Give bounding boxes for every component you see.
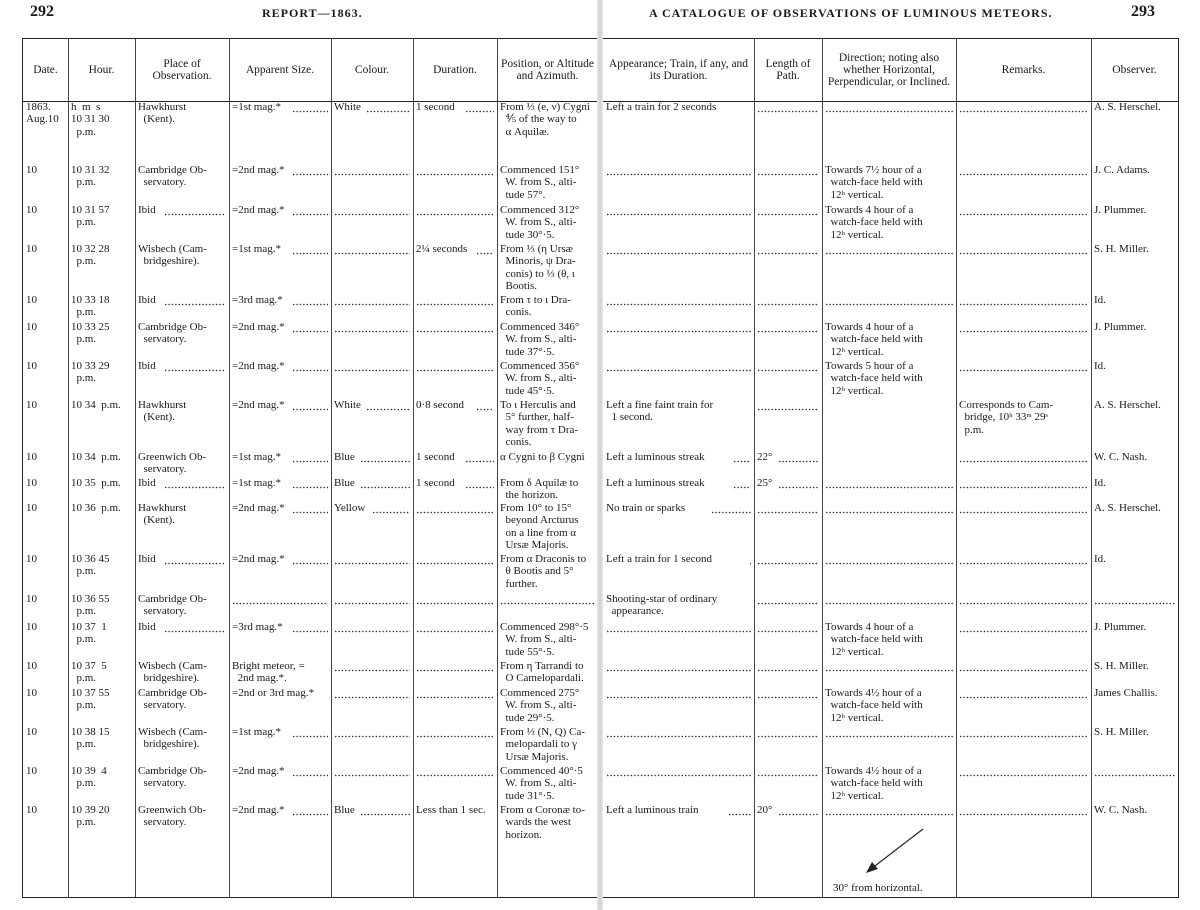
cell-duration: 1 second	[416, 477, 455, 489]
leader-dots	[778, 804, 819, 816]
cell-hour: 10 31 32 p.m.	[71, 164, 110, 189]
left-page	[0, 0, 597, 910]
column-rule	[229, 39, 230, 897]
leader-dots	[334, 164, 410, 176]
cell-position: From η Tarrandi to O Camelopardali.	[500, 660, 584, 685]
cell-hour: 10 36 45 p.m.	[71, 553, 110, 578]
leader-dots	[416, 294, 494, 306]
leader-dots	[825, 804, 953, 816]
leader-dots	[334, 321, 410, 333]
leader-dots	[366, 399, 410, 411]
cell-appearance: Left a luminous streak	[606, 451, 705, 463]
leader-dots	[292, 621, 328, 633]
leader-dots	[292, 399, 328, 411]
cell-duration: 0·8 second	[416, 399, 464, 411]
leader-dots	[959, 321, 1088, 333]
column-rule	[754, 39, 755, 897]
cell-observer: Id.	[1094, 360, 1106, 372]
cell-hour: 10 33 25 p.m.	[71, 321, 110, 346]
cell-observer: J. Plummer.	[1094, 621, 1147, 633]
cell-observer: Id.	[1094, 553, 1106, 565]
cell-position: Commenced 356° W. from S., alti- tude 45°·5.	[500, 360, 580, 397]
leader-dots	[292, 360, 328, 372]
leader-dots	[733, 451, 751, 463]
leader-dots	[164, 294, 226, 306]
leader-dots	[366, 101, 410, 113]
leader-dots	[959, 101, 1088, 113]
leader-dots	[959, 553, 1088, 565]
cell-length: 25°	[757, 477, 773, 489]
cell-colour: Yellow	[334, 502, 366, 514]
cell-place: Greenwich Ob- servatory.	[138, 804, 207, 829]
cell-direction: Towards 4 hour of a watch-face held with 12ʰ vertical.	[825, 204, 923, 241]
leader-dots	[757, 660, 819, 672]
cell-size: =2nd mag.*	[232, 164, 285, 176]
leader-dots	[959, 451, 1088, 463]
leader-dots	[825, 294, 953, 306]
leader-dots	[1094, 593, 1175, 605]
leader-dots	[416, 321, 494, 333]
leader-dots	[959, 204, 1088, 216]
cell-place: Wisbech (Cam- bridgeshire).	[138, 726, 207, 751]
cell-place: Cambridge Ob- servatory.	[138, 321, 207, 346]
cell-hour: h m s 10 31 30 p.m.	[71, 101, 110, 138]
leader-dots	[334, 553, 410, 565]
cell-size: =2nd mag.*	[232, 360, 285, 372]
leader-dots	[606, 621, 751, 633]
leader-dots	[825, 101, 953, 113]
cell-hour: 10 32 28 p.m.	[71, 243, 110, 268]
cell-duration: Less than 1 sec.	[416, 804, 486, 816]
leader-dots	[292, 765, 328, 777]
column-header-place: Place of Observation.	[152, 58, 212, 82]
column-header-duration: Duration.	[433, 64, 477, 76]
leader-dots	[1094, 765, 1175, 777]
cell-observer: J. C. Adams.	[1094, 164, 1150, 176]
cell-date: 10	[26, 553, 37, 565]
leader-dots	[606, 164, 751, 176]
cell-appearance: No train or sparks	[606, 502, 686, 514]
leader-dots	[757, 101, 819, 113]
cell-appearance: Left a fine faint train for 1 second.	[606, 399, 714, 424]
cell-observer: S. H. Miller.	[1094, 726, 1149, 738]
cell-position: From 10° to 15° beyond Arcturus on a line from α Ursæ Majoris.	[500, 502, 579, 552]
leader-dots	[372, 502, 410, 514]
leader-dots	[416, 621, 494, 633]
column-header-position: Position, or Altitude and Azimuth.	[501, 58, 594, 82]
leader-dots	[465, 101, 494, 113]
cell-observer: Id.	[1094, 477, 1106, 489]
cell-place: Greenwich Ob- servatory.	[138, 451, 207, 476]
leader-dots	[416, 687, 494, 699]
leader-dots	[606, 726, 751, 738]
leader-dots	[959, 243, 1088, 255]
cell-date: 10	[26, 294, 37, 306]
leader-dots	[757, 593, 819, 605]
leader-dots	[757, 621, 819, 633]
leader-dots	[164, 360, 226, 372]
cell-observer: Id.	[1094, 294, 1106, 306]
column-header-appearance: Appearance; Train, if any, and its Duration.	[608, 58, 749, 82]
leader-dots	[465, 451, 494, 463]
direction-arrow-figure	[861, 827, 931, 877]
leader-dots	[292, 164, 328, 176]
cell-size: =3rd mag.*	[232, 294, 283, 306]
table-left	[22, 38, 597, 898]
cell-date: 10	[26, 164, 37, 176]
column-header-hour: Hour.	[88, 64, 115, 76]
cell-date: 10	[26, 204, 37, 216]
leader-dots	[757, 687, 819, 699]
leader-dots	[825, 553, 953, 565]
leader-dots	[959, 360, 1088, 372]
leader-dots	[606, 204, 751, 216]
cell-position: From ⅓ (e, ν) Cygni ⅘ of the way to α Aquilæ.	[500, 101, 590, 138]
cell-hour: 10 38 15 p.m.	[71, 726, 110, 751]
cell-appearance: Left a train for 1 second	[606, 553, 712, 565]
cell-place: Cambridge Ob- servatory.	[138, 593, 207, 618]
leader-dots	[757, 243, 819, 255]
leader-dots	[757, 399, 819, 411]
cell-direction: Towards 4 hour of a watch-face held with 12ʰ vertical.	[825, 321, 923, 358]
leader-dots	[825, 502, 953, 514]
cell-length: 20°	[757, 804, 773, 816]
cell-observer: W. C. Nash.	[1094, 451, 1148, 463]
cell-position: From ⅓ (N, Q) Ca- melopardali to γ Ursæ Majoris.	[500, 726, 585, 763]
cell-appearance: Left a train for 2 seconds	[606, 101, 717, 113]
cell-duration: 1 second	[416, 451, 455, 463]
cell-length: 22°	[757, 451, 773, 463]
leader-dots	[757, 765, 819, 777]
cell-size: =3rd mag.*	[232, 621, 283, 633]
cell-size: =2nd mag.*	[232, 765, 285, 777]
cell-duration: 1 second	[416, 101, 455, 113]
cell-hour: 10 36 55 p.m.	[71, 593, 110, 618]
leader-dots	[778, 451, 819, 463]
cell-place: Ibid	[138, 204, 156, 216]
column-rule	[1091, 39, 1092, 897]
cell-observer: A. S. Herschel.	[1094, 502, 1161, 514]
leader-dots	[416, 164, 494, 176]
cell-place: Hawkhurst (Kent).	[138, 502, 187, 527]
cell-place: Ibid	[138, 621, 156, 633]
leader-dots	[232, 593, 328, 605]
leader-dots	[757, 164, 819, 176]
page-number: 293	[1131, 3, 1155, 20]
leader-dots	[416, 204, 494, 216]
column-header-colour: Colour.	[354, 64, 390, 76]
cell-position: To ι Herculis and 5° further, half- way from τ Dra- conis.	[500, 399, 579, 449]
cell-hour: 10 34 p.m.	[71, 451, 121, 463]
cell-size: Bright meteor, = 2nd mag.*.	[232, 660, 305, 685]
cell-date: 10	[26, 321, 37, 333]
cell-position: From α Draconis to θ Bootis and 5° further.	[500, 553, 587, 590]
leader-dots	[292, 101, 328, 113]
cell-place: Wisbech (Cam- bridgeshire).	[138, 243, 207, 268]
cell-colour: White	[334, 399, 361, 411]
cell-colour: White	[334, 101, 361, 113]
leader-dots	[711, 502, 751, 514]
cell-date: 10	[26, 593, 37, 605]
leader-dots	[416, 726, 494, 738]
leader-dots	[334, 294, 410, 306]
column-header-size: Apparent Size.	[245, 64, 315, 76]
leader-dots	[164, 621, 226, 633]
leader-dots	[959, 765, 1088, 777]
cell-date: 10	[26, 360, 37, 372]
cell-observer: James Challis.	[1094, 687, 1158, 699]
leader-dots	[757, 204, 819, 216]
leader-dots	[606, 660, 751, 672]
cell-position: From α Coronæ to- wards the west horizon.	[500, 804, 585, 841]
leader-dots	[334, 660, 410, 672]
leader-dots	[606, 321, 751, 333]
cell-date: 10	[26, 765, 37, 777]
leader-dots	[360, 451, 410, 463]
leader-dots	[606, 243, 751, 255]
leader-dots	[825, 593, 953, 605]
column-rule	[135, 39, 136, 897]
leader-dots	[825, 477, 953, 489]
leader-dots	[334, 204, 410, 216]
leader-dots	[959, 164, 1088, 176]
leader-dots	[959, 726, 1088, 738]
leader-dots	[292, 553, 328, 565]
leader-dots	[164, 553, 226, 565]
column-rule	[413, 39, 414, 897]
leader-dots	[292, 726, 328, 738]
cell-size: =2nd mag.*	[232, 399, 285, 411]
leader-dots	[416, 660, 494, 672]
leader-dots	[334, 243, 410, 255]
cell-direction: Towards 4½ hour of a watch-face held with 12ʰ vertical.	[825, 687, 923, 724]
leader-dots	[292, 204, 328, 216]
leader-dots	[416, 593, 494, 605]
cell-size: =2nd or 3rd mag.*	[232, 687, 314, 699]
cell-position: α Cygni to β Cygni	[500, 451, 585, 463]
cell-date: 10	[26, 502, 37, 514]
column-header-remarks: Remarks.	[1001, 64, 1046, 76]
cell-position: Commenced 151° W. from S., alti- tude 57°.	[500, 164, 580, 201]
cell-position: Commenced 312° W. from S., alti- tude 30°·5.	[500, 204, 580, 241]
cell-place: Ibid	[138, 360, 156, 372]
leader-dots	[606, 687, 751, 699]
leader-dots	[416, 360, 494, 372]
cell-position: Commenced 275° W. from S., alti- tude 29°·5.	[500, 687, 580, 724]
leader-dots	[606, 765, 751, 777]
right-page	[603, 0, 1200, 910]
leader-dots	[606, 360, 751, 372]
cell-position: From δ Aquilæ to the horizon.	[500, 477, 579, 502]
leader-dots	[465, 477, 494, 489]
cell-colour: Blue	[334, 451, 355, 463]
cell-appearance: Left a luminous streak	[606, 477, 705, 489]
cell-hour: 10 37 5 p.m.	[71, 660, 107, 685]
leader-dots	[292, 804, 328, 816]
cell-date: 10	[26, 687, 37, 699]
cell-place: Cambridge Ob- servatory.	[138, 687, 207, 712]
column-header-direction: Direction; noting also whether Horizontal, Perpendicular, or Inclined.	[827, 52, 951, 88]
cell-observer: S. H. Miller.	[1094, 243, 1149, 255]
leader-dots	[959, 502, 1088, 514]
leader-dots	[606, 294, 751, 306]
leader-dots	[728, 804, 751, 816]
cell-date: 10	[26, 243, 37, 255]
leader-dots	[416, 765, 494, 777]
cell-direction: Towards 4½ hour of a watch-face held with 12ʰ vertical.	[825, 765, 923, 802]
figure-label: 30° from horizontal.	[833, 882, 923, 894]
leader-dots	[749, 553, 751, 565]
cell-size: =1st mag.*	[232, 243, 281, 255]
column-rule	[956, 39, 957, 897]
cell-colour: Blue	[334, 804, 355, 816]
leader-dots	[476, 243, 494, 255]
leader-dots	[360, 477, 410, 489]
cell-position: Commenced 298°·5 W. from S., alti- tude 55°·5.	[500, 621, 589, 658]
leader-dots	[292, 477, 328, 489]
column-rule	[68, 39, 69, 897]
cell-size: =1st mag.*	[232, 101, 281, 113]
cell-date: 10	[26, 451, 37, 463]
leader-dots	[500, 593, 595, 605]
leader-dots	[825, 726, 953, 738]
cell-hour: 10 36 p.m.	[71, 502, 121, 514]
leader-dots	[757, 553, 819, 565]
cell-place: Ibid	[138, 294, 156, 306]
cell-place: Ibid	[138, 553, 156, 565]
leader-dots	[292, 502, 328, 514]
column-header-length: Length of Path.	[765, 58, 811, 82]
leader-dots	[334, 765, 410, 777]
cell-date: 1863. Aug.10	[26, 101, 59, 126]
leader-dots	[778, 477, 819, 489]
leader-dots	[292, 294, 328, 306]
cell-appearance: Left a luminous train	[606, 804, 699, 816]
cell-remarks: Corresponds to Cam- bridge, 10ʰ 33ᵐ 29ˢ p.m.	[959, 399, 1054, 436]
page-number: 292	[30, 3, 54, 20]
cell-position: From ⅓ (η Ursæ Minoris, ψ Dra- conis) to ⅓ (θ, ι Bootis.	[500, 243, 576, 293]
cell-size: =1st mag.*	[232, 726, 281, 738]
leader-dots	[292, 243, 328, 255]
cell-hour: 10 33 18 p.m.	[71, 294, 110, 319]
leader-dots	[292, 321, 328, 333]
column-rule	[822, 39, 823, 897]
leader-dots	[825, 660, 953, 672]
leader-dots	[959, 687, 1088, 699]
cell-date: 10	[26, 477, 37, 489]
cell-size: =2nd mag.*	[232, 502, 285, 514]
running-head: REPORT—1863.	[262, 6, 363, 20]
leader-dots	[416, 553, 494, 565]
leader-dots	[757, 726, 819, 738]
leader-dots	[757, 360, 819, 372]
cell-direction: Towards 4 hour of a watch-face held with 12ʰ vertical.	[825, 621, 923, 658]
cell-size: =2nd mag.*	[232, 804, 285, 816]
cell-size: =2nd mag.*	[232, 321, 285, 333]
cell-date: 10	[26, 726, 37, 738]
cell-appearance: Shooting-star of ordinary appearance.	[606, 593, 718, 618]
leader-dots	[334, 593, 410, 605]
leader-dots	[164, 477, 226, 489]
cell-observer: W. C. Nash.	[1094, 804, 1148, 816]
leader-dots	[757, 321, 819, 333]
cell-hour: 10 37 55 p.m.	[71, 687, 110, 712]
leader-dots	[334, 687, 410, 699]
leader-dots	[476, 399, 494, 411]
cell-hour: 10 31 57 p.m.	[71, 204, 110, 229]
cell-date: 10	[26, 660, 37, 672]
cell-observer: J. Plummer.	[1094, 204, 1147, 216]
cell-hour: 10 37 1 p.m.	[71, 621, 107, 646]
leader-dots	[334, 621, 410, 633]
cell-colour: Blue	[334, 477, 355, 489]
column-rule	[331, 39, 332, 897]
leader-dots	[825, 243, 953, 255]
leader-dots	[164, 204, 226, 216]
cell-place: Wisbech (Cam- bridgeshire).	[138, 660, 207, 685]
leader-dots	[959, 804, 1088, 816]
column-header-observer: Observer.	[1112, 64, 1157, 76]
leader-dots	[959, 660, 1088, 672]
leader-dots	[757, 502, 819, 514]
cell-hour: 10 39 20 p.m.	[71, 804, 110, 829]
leader-dots	[416, 502, 494, 514]
cell-size: =1st mag.*	[232, 451, 281, 463]
cell-observer: A. S. Herschel.	[1094, 101, 1161, 113]
cell-direction: Towards 5 hour of a watch-face held with 12ʰ vertical.	[825, 360, 923, 397]
leader-dots	[959, 593, 1088, 605]
table-right	[603, 38, 1179, 898]
running-head: A CATALOGUE OF OBSERVATIONS OF LUMINOUS METEORS.	[649, 6, 1053, 20]
cell-observer: S. H. Miller.	[1094, 660, 1149, 672]
cell-observer: A. S. Herschel.	[1094, 399, 1161, 411]
cell-place: Cambridge Ob- servatory.	[138, 765, 207, 790]
cell-date: 10	[26, 804, 37, 816]
cell-hour: 10 39 4 p.m.	[71, 765, 107, 790]
leader-dots	[959, 621, 1088, 633]
leader-dots	[360, 804, 410, 816]
cell-place: Hawkhurst (Kent).	[138, 101, 187, 126]
cell-hour: 10 33 29 p.m.	[71, 360, 110, 385]
leader-dots	[334, 726, 410, 738]
leader-dots	[959, 294, 1088, 306]
leader-dots	[757, 294, 819, 306]
cell-position: Commenced 346° W. from S., alti- tude 37°·5.	[500, 321, 580, 358]
leader-dots	[959, 477, 1088, 489]
cell-duration: 2¼ seconds	[416, 243, 468, 255]
cell-place: Cambridge Ob- servatory.	[138, 164, 207, 189]
cell-size: =1st mag.*	[232, 477, 281, 489]
cell-date: 10	[26, 621, 37, 633]
leader-dots	[334, 360, 410, 372]
cell-place: Ibid	[138, 477, 156, 489]
cell-direction: Towards 7½ hour of a watch-face held with 12ʰ vertical.	[825, 164, 923, 201]
column-rule	[497, 39, 498, 897]
column-header-date: Date.	[33, 64, 58, 76]
cell-place: Hawkhurst (Kent).	[138, 399, 187, 424]
cell-position: Commenced 40°·5 W. from S., alti- tude 31°·5.	[500, 765, 583, 802]
cell-date: 10	[26, 399, 37, 411]
cell-size: =2nd mag.*	[232, 204, 285, 216]
cell-hour: 10 35 p.m.	[71, 477, 121, 489]
leader-dots	[292, 451, 328, 463]
cell-size: =2nd mag.*	[232, 553, 285, 565]
cell-hour: 10 34 p.m.	[71, 399, 121, 411]
leader-dots	[733, 477, 751, 489]
cell-position: From τ to ι Dra- conis.	[500, 294, 571, 319]
cell-observer: J. Plummer.	[1094, 321, 1147, 333]
